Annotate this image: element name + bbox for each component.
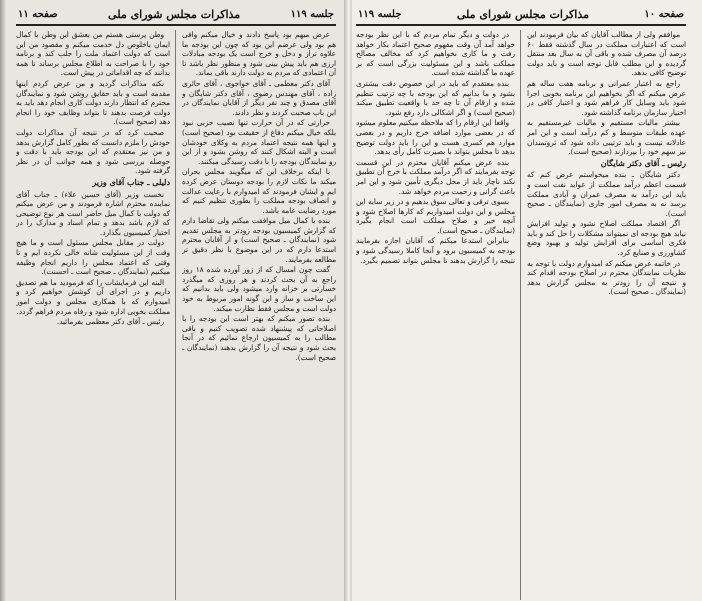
page-number: صفحه ۱۱ [18,8,58,20]
paragraph: بنده معتقدم که باید در این خصوص دقت بیشتری بشود و ما بدانیم که این بودجه با چه ترتیب تنظیم شده و ارقام آن تا چه حد با واقعیت تطبیق میکند (صحیح است) و اگر اشکالی دارد رفع شود. [356,78,515,117]
paragraph: آقای دکتر معظمی ـ آقای خواجوی ، آقای حائری زاده ، آقای مهندس رضوی ، آقای دکتر شایگان و آقای مصدق و چند نفر دیگر از آقایان نمایندگان در این باب صحبت کردند و نظر دادند. [182,78,336,117]
right-page [346,0,702,601]
paragraph: بنده با کمال میل موافقت میکنم ولی تقاضا دارم که گزارش کمیسیون بودجه زودتر به مجلس تقدیم شود (نمایندگان ـ صحیح است) و از آقایان محترم استدعا دارم که در این موضوع با نظر دقیق تر مطالعه بفرمایند. [182,216,336,264]
paragraph: رئیس ـ آقای دکتر معظمی بفرمائید. [56,317,164,327]
paragraph: صحبت کرد که در نتیجه آن مذاکرات دولت خودش را ملزم دانست که بطور کامل گزارش بدهد و من نیز معتقدم که این بودجه باید با دقت و حوصله بررسی شود و همه جوانب آن در نظر گرفته شود. [16,127,170,176]
page-fold-shadow [0,0,6,601]
text-column [182,30,336,600]
paragraph: وطن پرستی هستم من بعشق این وطن با کمال ایمان باخلوص دل خدمت میکنم و مقصود من این است که دولت اعتماد ملت را جلب کند و برنامه خود را با صراحت به اطلاع مجلس برساند تا همه بدانند که چه اقداماتی در پیش است. [16,30,170,78]
paragraph: در دولت و دیگر تمام مردم که با این نظر بودجه خواهد آمد آن وقت مفهوم صحیح اعتماد بکار خواهد رفت و ما کاری نخواهیم کرد که مخالف مصالح مملکت باشد و این مسئولیت بزرگی است که بر عهده ما گذاشته شده است. [356,30,515,78]
paragraph: دکتر شایگان ـ بنده میخواستم عرض کنم که قسمت اعظم درآمد مملکت از عواید نفت است و باید این درآمد به مصرف عمران و آبادی مملکت برسد نه به مصرف امور جاری (نمایندگان ـ صحیح است). [527,170,686,218]
paragraph: موافقم ولی از مطالب آقایان که بیان فرمودند این است که اعتبارات مملکت در سال گذشته فقط ۶۰ درصد آن مصرف شده و باقی آن به سال بعد منتقل گردیده و این مطلب قابل توجه است و باید دولت توضیح کافی بدهد. [527,30,686,78]
paragraph: دولت در مقابل مجلس مسئول است و ما هیچ وقت از این مسئولیت شانه خالی نکرده ایم و تا وقتی که اعتماد مجلس را داریم انجام وظیفه میکنیم (نمایندگان ـ صحیح است ـ احسنت). [16,238,170,277]
page-number: صفحه ۱۰ [644,8,684,20]
paragraph: بنده تصور میکنم که بهتر است این بودجه را با اصلاحاتی که پیشنهاد شده تصویب کنیم و باقی مطالب را به کمیسیون ارجاع نمائیم که در آنجا بحث شود و نتیجه آن را گزارش بدهند (نمایندگان ـ صحیح است). [182,314,336,362]
paragraph: در خاتمه عرض میکنم که امیدوارم دولت با توجه به نظریات نمایندگان محترم در اصلاح بودجه اقدام کند و نتیجه آن را زودتر به مجلس گزارش بدهد (نمایندگان ـ صحیح است). [527,258,686,297]
right-page-columns [356,30,686,600]
paragraph: نخست وزیر (آقای حسین علاء) ـ جناب آقای نماینده محترم اشاره فرمودند و من عرض میکنم که دولت با کمال میل حاضر است هر نوع توضیحی که لازم باشد بدهد و تمام اسناد و مدارک را در اختیار کمیسیون بگذارد. [16,189,170,237]
paragraph: اگر اقتصاد مملکت اصلاح نشود و تولید افزایش نیابد هیچ بودجه ای نمیتواند مشکلات را حل کند و باید فکری اساسی برای افزایش تولید و بهبود وضع کشاورزی و صنایع کرد. [527,219,686,258]
speaker-heading: رئیس ـ آقای دکتر شایگان [600,157,686,168]
text-column [356,30,521,600]
paragraph: بنده عرض میکنم آقایان محترم در این قسمت توجه بفرمایند که اگر درآمد مملکت با خرج آن تطبیق نکند ناچار باید از محل دیگری تأمین شود و این امر باعث گرانی و زحمت مردم خواهد شد. [356,157,515,196]
session-number: جلسه ۱۱۹ [358,8,402,20]
running-title: مذاکرات مجلس شورای ملی [456,7,589,21]
left-page-header [16,6,336,26]
paragraph: راجع به اعتبار عمرانی و برنامه هفت ساله هم عرض میکنم که اگر بخواهیم این برنامه بخوبی اجرا شود باید وسایل کار فراهم شود و اعتبار کافی در اختیار سازمان برنامه گذاشته شود. [527,78,686,117]
paragraph: بسوی ترقی و تعالی سوق بدهیم و در زیر سایه این مجلس و این دولت امیدواریم که کارها اصلاح شود و آنچه خیر و صلاح مملکت است انجام بگیرد (نمایندگان ـ صحیح است). [356,197,515,235]
text-column [16,30,176,600]
book-gutter [344,0,352,601]
text-column [527,30,686,600]
right-page-header [356,6,686,26]
session-number: جلسه ۱۱۹ [290,8,334,20]
paragraph: حرارتی که در آن حرارت تنها نصیب حزبی نبود بلکه خیال میکنم دفاع از حقیقت بود (صحیح است) و اینها همه نتیجه اعتماد مردم به وکلای خودشان است و البته اشکال کنند که روشن بشود و از این رو نمایندگان بودجه را با دقت رسیدگی میکنند. [182,118,336,166]
paragraph: عرض میهم بود پاسخ دادند و خیال میکنم وافی هم بود ولی عرضم این بود که چون این بودجه ما علاوه تراز و دخل و خرج است یک بودجه مبادلات ارزی هم باید پیش بینی شود و منظور نظر باشد تا آن اعتمادی که مردم به دولت دارند باقی بماند. [182,30,336,78]
paragraph: البته این فرمایشات را که فرمودید ما هم تصدیق داریم و در اجرای آن کوشش خواهیم کرد و امیدوارم که با همکاری مجلس و دولت امور مملکت بخوبی اداره شود و رفاه مردم فراهم گردد. [16,277,170,316]
paragraph: گفت چون امسال که از زور آورده شده ۱۸ روز راجع به آن بحث کردند و هر روزی که میگذرد خسارتی بر خزانه وارد میشود ولی باید بدانیم که این ساخت و ساز و این گونه امور مربوط به خود دولت است و مجلس فقط نظارت میکند. [182,265,336,313]
paragraph: واقعا این ارقام را که ملاحظه میکنیم معلوم میشود که در بعضی موارد اضافه خرج داریم و در بعضی موارد هم کسری هست و این را باید دولت توضیح بدهد تا مجلس بتواند با بصیرت کامل رأی بدهد. [356,118,515,157]
paragraph: نکته مذاکرات گردید و من عرض کردم اینها مقدمه است و باید حقایق روشن شود و نمایندگان محترم که انتظار دارند دولت کاری انجام دهد باید به دولت فرصت بدهند تا بتواند وظایف خود را انجام دهد (صحیح است). [16,78,170,127]
paragraph: بنابراین استدعا میکنم که آقایان اجازه بفرمایند بودجه به کمیسیون برود و آنجا کاملا رسیدگی شود و نتیجه را گزارش بدهند تا مجلس بتواند تصمیم بگیرد. [356,236,515,265]
left-page-columns [16,30,336,600]
paragraph: بیشتر مالیات مستقیم و مالیات غیرمستقیم به عهده طبقات متوسط و کم درآمد است و این امر عادلانه نیست و باید ترتیبی داده شود که ثروتمندان نیز سهم خود را بپردازند (صحیح است). [527,118,686,157]
running-title: مذاکرات مجلس شورای ملی [108,7,241,21]
left-page [0,0,346,601]
speaker-heading: دلیلی ـ جناب آقای وزیر [92,176,170,187]
paragraph: با اینکه برخلاف این که میگویند مجلس بحران میکند ما نکات لازم را بودجه دوستان عرض کرده ایم و ایشان فرمودند که امیدوارم با رعایت عدالت و انصاف بودجه مملکت را بطوری تنظیم کنیم که مورد رضایت عامه باشد. [182,167,336,215]
